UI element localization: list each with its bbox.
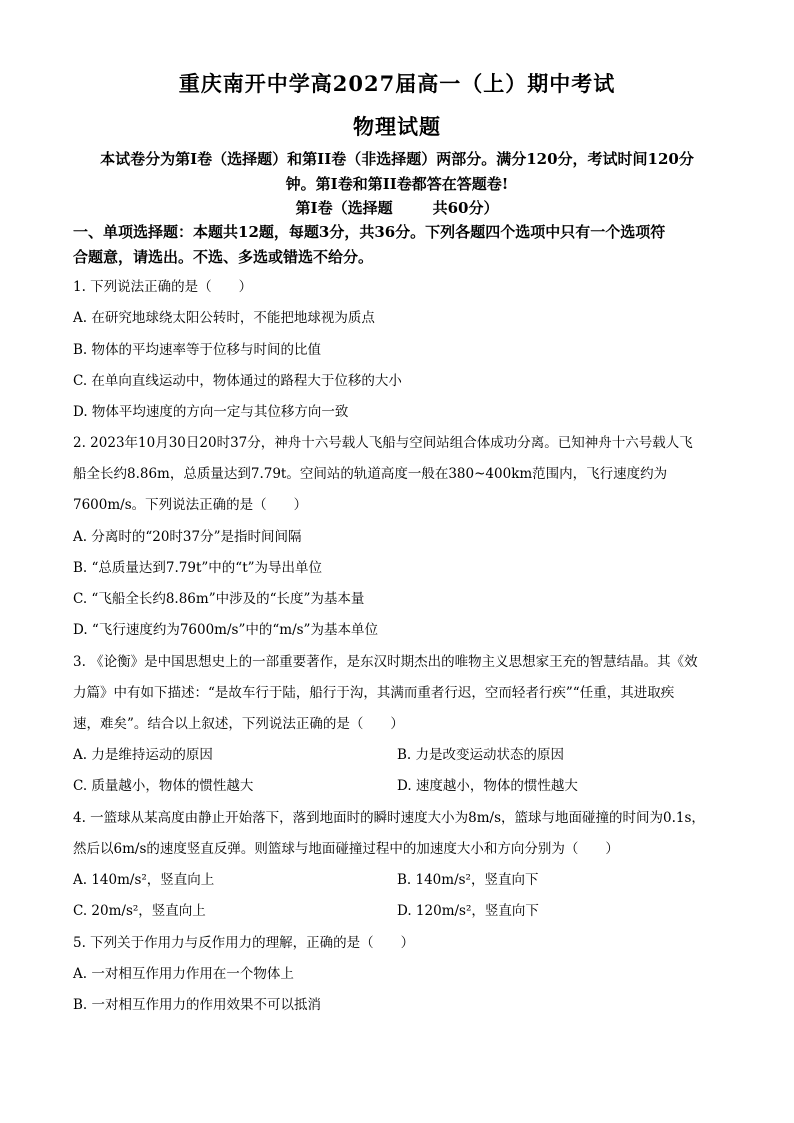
q3-stem-line-1: 3. 《论衡》是中国思想史上的一部重要著作，是东汉时期杰出的唯物主义思想家王充的智慧结晶。其《效 (73, 654, 698, 670)
section-label: 第I卷（选择题 (295, 199, 393, 217)
q1-stem: 1. 下列说法正确的是（ ） (73, 279, 253, 295)
q2-option-d: D. “飞行速度约为7600m/s”中的“m/s”为基本单位 (73, 622, 378, 638)
part1-heading-line-2: 合题意，请选出。不选、多选或错选不给分。 (73, 248, 374, 266)
q5-stem: 5. 下列关于作用力与反作用力的理解，正确的是（ ） (73, 935, 415, 951)
q3-stem-line-2: 力篇》中有如下描述：“是故车行于陆，船行于沟，其满而重者行迟，空而轻者行疾”“任重，其进取疾 (73, 685, 675, 701)
subject-title: 物理试题 (353, 114, 441, 139)
q4-option-c: C. 20m/s²，竖直向上 (73, 903, 206, 919)
q1-option-d: D. 物体平均速度的方向一定与其位移方向一致 (73, 404, 349, 420)
instructions-line-1: 本试卷分为第I卷（选择题）和第II卷（非选择题）两部分。满分120分，考试时间120分 (100, 150, 694, 168)
exam-title: 重庆南开中学高2027届高一（上）期中考试 (178, 71, 616, 96)
q2-stem-line-2: 船全长约8.86m，总质量达到7.79t。空间站的轨道高度一般在380~400km范围内，飞行速度约为 (73, 466, 668, 482)
section-heading (0, 197, 794, 218)
q3-option-d: D. 速度越小，物体的惯性越大 (397, 778, 578, 794)
q2-stem-line-3: 7600m/s。下列说法正确的是（ ） (73, 497, 308, 513)
q3-option-b: B. 力是改变运动状态的原因 (397, 747, 565, 763)
instructions-line-2: 钟。第I卷和第II卷都答在答题卷! (285, 175, 509, 193)
q3-stem-line-3: 速，难矣”。结合以上叙述，下列说法正确的是（ ） (73, 716, 404, 732)
q1-option-a: A. 在研究地球绕太阳公转时，不能把地球视为质点 (73, 310, 375, 326)
q2-stem-line-1: 2. 2023年10月30日20时37分，神舟十六号载人飞船与空间站组合体成功分离。已知神舟十六号载人飞 (73, 435, 693, 451)
q3-option-a: A. 力是维持运动的原因 (73, 747, 213, 763)
q1-option-c: C. 在单向直线运动中，物体通过的路程大于位移的大小 (73, 373, 402, 389)
q4-option-a: A. 140m/s²，竖直向上 (73, 872, 215, 888)
q5-option-b: B. 一对相互作用力的作用效果不可以抵消 (73, 997, 322, 1013)
q2-option-c: C. “飞船全长约8.86m”中涉及的“长度”为基本量 (73, 591, 365, 607)
q1-option-b: B. 物体的平均速率等于位移与时间的比值 (73, 342, 322, 358)
q4-stem-line-2: 然后以6m/s的速度竖直反弹。则篮球与地面碰撞过程中的加速度大小和方向分别为（ ） (73, 841, 619, 857)
q3-option-c: C. 质量越小，物体的惯性越大 (73, 778, 254, 794)
q4-option-b: B. 140m/s²，竖直向下 (397, 872, 539, 888)
q5-option-a: A. 一对相互作用力作用在一个物体上 (73, 966, 294, 982)
q2-option-b: B. “总质量达到7.79t”中的“t”为导出单位 (73, 560, 323, 576)
q4-option-d: D. 120m/s²，竖直向下 (397, 903, 539, 919)
q4-stem-line-1: 4. 一篮球从某高度由静止开始落下，落到地面时的瞬时速度大小为8m/s，篮球与地面碰撞的时间为0.1s， (73, 810, 705, 826)
q2-option-a: A. 分离时的“20时37分”是指时间间隔 (73, 529, 302, 545)
part1-heading-line-1: 一、单项选择题：本题共12题，每题3分，共36分。下列各题四个选项中只有一个选项符 (73, 223, 666, 241)
section-points: 共60分） (432, 199, 499, 217)
